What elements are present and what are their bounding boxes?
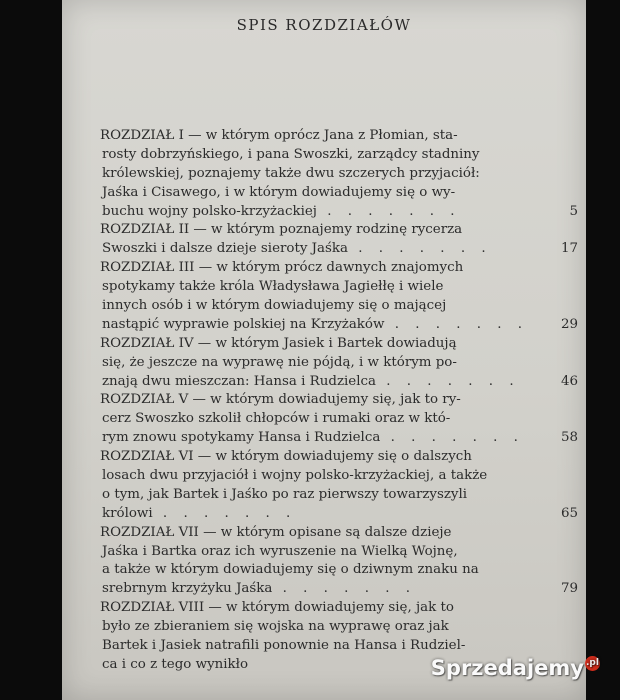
chapter-description-line: było ze zbieraniem się wojska na wyprawę oraz jak <box>102 619 449 635</box>
toc-entry <box>100 524 580 600</box>
toc-entry <box>100 335 580 392</box>
page-number: 46 <box>560 373 578 389</box>
leader-dots: . . . . . . . <box>316 203 461 219</box>
watermark-text: Sprzedajemy <box>430 656 584 680</box>
toc-entry <box>100 391 580 448</box>
chapter-heading-line: ROZDZIAŁ III — w którym prócz dawnych znajomych <box>100 260 464 276</box>
toc-entry <box>100 127 580 221</box>
page-number: 79 <box>560 581 578 597</box>
chapter-description-line: rym znowu spotykamy Hansa i Rudzielca . . . . . . . <box>102 430 524 446</box>
leader-dots: . . . . . . . <box>152 505 297 521</box>
chapter-description-line: a także w którym dowiadujemy się o dziwnym znaku na <box>102 562 479 578</box>
chapter-description-line: królewskiej, poznajemy także dwu szczerych przyjaciół: <box>102 165 480 181</box>
book-page <box>62 0 586 700</box>
leader-dots: . . . . . . . <box>272 581 416 597</box>
chapter-description-line: cerz Swoszko szkolił chłopców i rumaki oraz w któ- <box>102 411 451 427</box>
chapter-description-line: Jaśka i Bartka oraz ich wyruszenie na Wielką Wojnę, <box>102 543 458 559</box>
watermark-suffix: .pl <box>585 656 600 671</box>
chapter-description-line: buchu wojny polsko-krzyżackiej . . . . . . . <box>102 203 461 219</box>
chapter-heading-line: ROZDZIAŁ VI — w którym dowiadujemy się o dalszych <box>100 449 472 465</box>
chapter-description-line: Jaśka i Cisawego, i w którym dowiadujemy się o wy- <box>102 184 456 200</box>
chapter-description-line: Swoszki i dalsze dzieje sieroty Jaśka . . . . . . . <box>102 241 492 257</box>
chapter-heading-line: ROZDZIAŁ II — w którym poznajemy rodzinę rycerza <box>100 222 463 238</box>
leader-dots: . . . . . . . <box>384 316 529 332</box>
sprzedajemy-watermark <box>431 656 600 680</box>
chapter-description-line: Bartek i Jasiek natrafili ponownie na Hansa i Rudziel- <box>102 638 466 654</box>
chapter-description-line: ca i co z tego wynikło <box>102 656 249 672</box>
page-number: 65 <box>560 505 578 521</box>
chapter-heading-line: ROZDZIAŁ V — w którym dowiadujemy się, jak to ry- <box>100 392 461 408</box>
page-title: SPIS ROZDZIAŁÓW <box>236 16 412 34</box>
leader-dots: . . . . . . . <box>348 241 492 257</box>
chapter-description-line: rosty dobrzyńskiego, i pana Swoszki, zarządcy stadniny <box>102 146 480 162</box>
chapter-description-line: znają dwu mieszczan: Hansa i Rudzielca . . . . . . . <box>102 373 520 389</box>
chapter-description-line: królowi . . . . . . . <box>102 505 297 521</box>
chapter-description-line: się, że jeszcze na wyprawę nie pójdą, i w którym po- <box>102 354 457 370</box>
chapter-description-line: srebrnym krzyżyku Jaśka . . . . . . . <box>102 581 416 597</box>
chapter-heading-line: ROZDZIAŁ IV — w którym Jasiek i Bartek dowiadują <box>100 335 457 351</box>
chapter-heading-line: ROZDZIAŁ I — w którym oprócz Jana z Płomian, sta- <box>100 128 458 143</box>
chapter-description-line: o tym, jak Bartek i Jaśko po raz pierwszy towarzyszyli <box>102 486 468 502</box>
chapter-description-line: losach dwu przyjaciół i wojny polsko-krzyżackiej, a także <box>102 468 488 484</box>
chapter-description-line: innych osób i w którym dowiadujemy się o mającej <box>102 298 447 314</box>
chapter-description-line: nastąpić wyprawie polskiej na Krzyżaków . . . . . . . <box>102 316 529 332</box>
table-of-contents <box>100 127 580 675</box>
leader-dots: . . . . . . . <box>380 430 524 446</box>
page-number: 5 <box>569 203 578 219</box>
page-number: 58 <box>560 430 578 446</box>
page-number: 17 <box>560 241 578 257</box>
chapter-heading-line: ROZDZIAŁ VIII — w którym dowiadujemy się, jak to <box>100 600 454 616</box>
chapter-description-line: spotykamy także króla Władysława Jagiełłę i wiele <box>102 279 444 295</box>
chapter-heading-line: ROZDZIAŁ VII — w którym opisane są dalsze dzieje <box>100 524 452 540</box>
toc-entry <box>100 448 580 524</box>
toc-entry <box>100 221 580 259</box>
toc-entry <box>100 259 580 335</box>
page-number: 29 <box>560 316 578 332</box>
leader-dots: . . . . . . . <box>375 373 520 389</box>
